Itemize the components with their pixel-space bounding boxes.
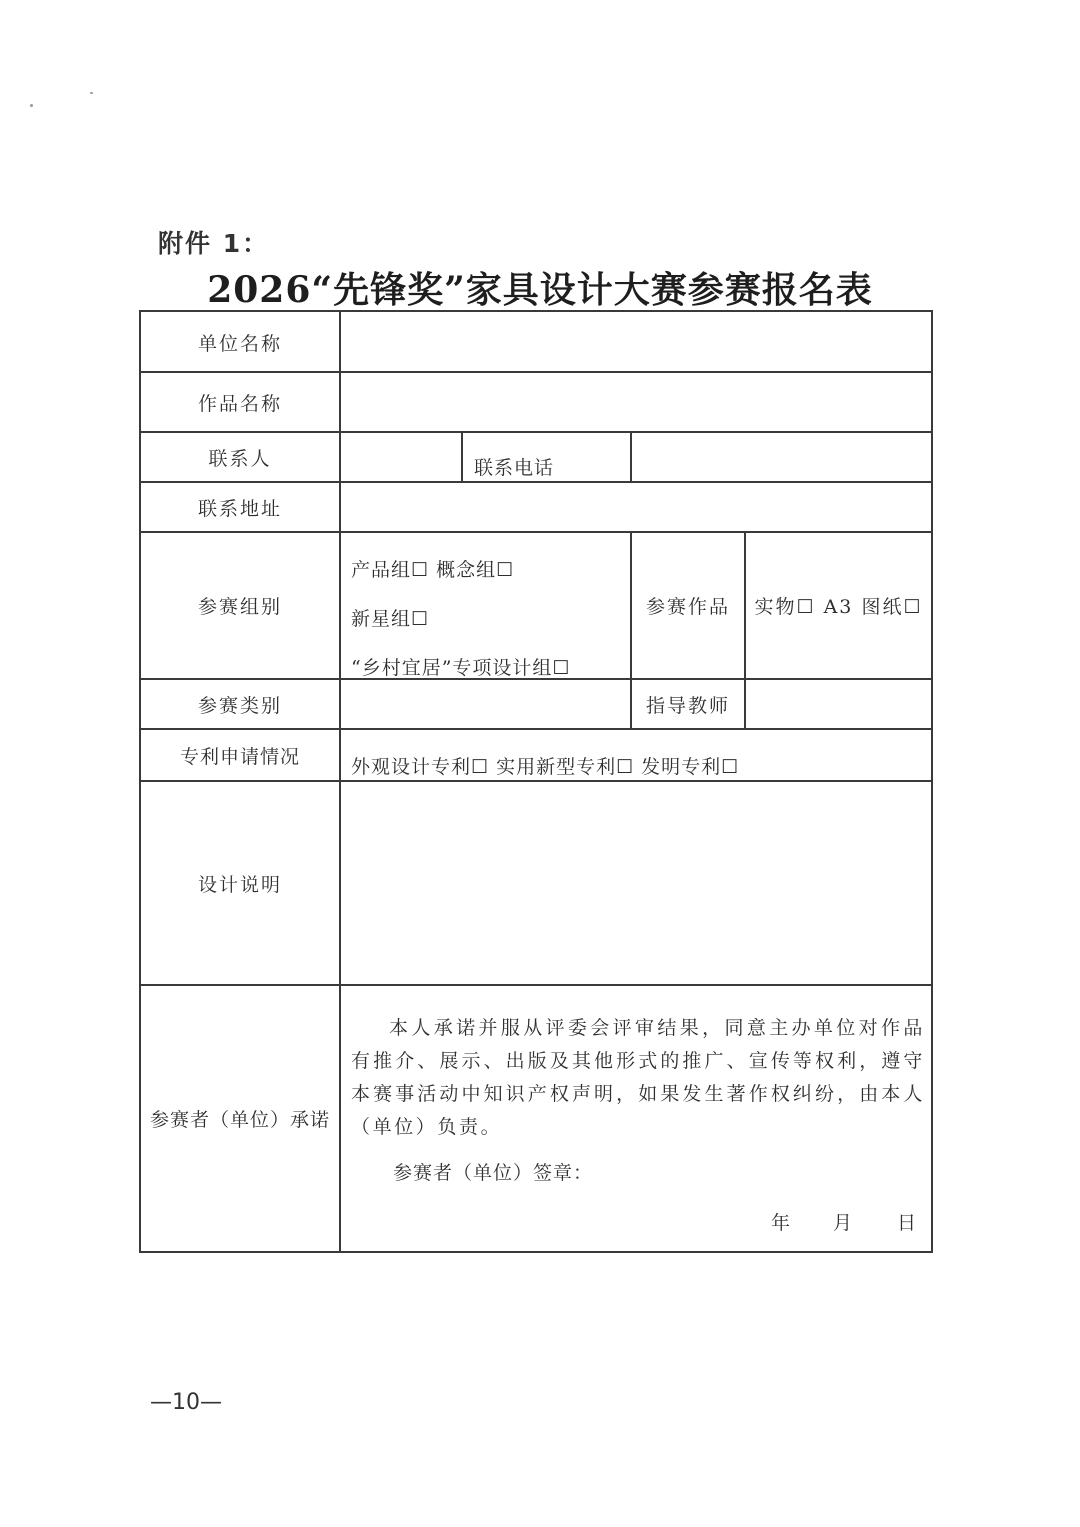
scan-speck [90, 92, 93, 94]
contact-person-field[interactable] [341, 433, 461, 481]
entry-type-field[interactable] [341, 680, 630, 728]
patent-options[interactable]: 外观设计专利☐ 实用新型专利☐ 发明专利☐ [351, 756, 740, 778]
contact-phone-field[interactable] [632, 433, 931, 481]
contact-person-label: 联系人 [208, 447, 272, 470]
date-day: 日 [897, 1212, 918, 1234]
unit-name-field[interactable] [341, 312, 931, 371]
form-title: 2026“先锋奖”家具设计大赛参赛报名表 [207, 269, 873, 311]
entry-type-label: 参赛类别 [197, 694, 282, 717]
date-month: 月 [833, 1212, 854, 1234]
date-year: 年 [771, 1212, 792, 1234]
page-number: —10— [150, 1390, 222, 1415]
contact-phone-label: 联系电话 [474, 457, 555, 479]
advisor-field[interactable] [746, 680, 931, 728]
signature-label: 参赛者（单位）签章： [393, 1162, 594, 1184]
contact-address-field[interactable] [341, 483, 931, 531]
contact-address-label: 联系地址 [197, 497, 282, 520]
category-group-label: 参赛组别 [197, 596, 282, 618]
group-option-line[interactable]: 新星组☐ [351, 608, 430, 630]
pledge-text: 本人承诺并服从评委会评审结果，同意主办单位对作品有推介、展示、出版及其他形式的推广、宣传等权利，遵守本赛事活动中知识产权声明，如果发生著作权纠纷，由本人（单位）负责。 [351, 1017, 925, 1138]
design-description-field[interactable] [341, 782, 931, 984]
work-name-label: 作品名称 [197, 392, 282, 415]
patent-label: 专利申请情况 [179, 745, 300, 768]
group-option-line[interactable]: “乡村宜居”专项设计组☐ [351, 657, 571, 679]
advisor-label: 指导教师 [645, 694, 730, 717]
column-divider [461, 431, 463, 481]
pledge-label: 参赛者（单位）承诺 [149, 1109, 330, 1131]
unit-name-label: 单位名称 [197, 333, 282, 355]
registration-form-table [139, 310, 933, 1253]
entry-work-label: 参赛作品 [645, 596, 730, 618]
attachment-label: 附件 1： [158, 229, 270, 258]
entry-work-options[interactable]: 实物☐ A3 图纸☐ [754, 596, 923, 618]
scan-speck [30, 104, 33, 107]
group-option-line[interactable]: 产品组☐ 概念组☐ [351, 559, 515, 581]
design-description-label: 设计说明 [197, 873, 282, 896]
work-name-field[interactable] [341, 373, 931, 431]
